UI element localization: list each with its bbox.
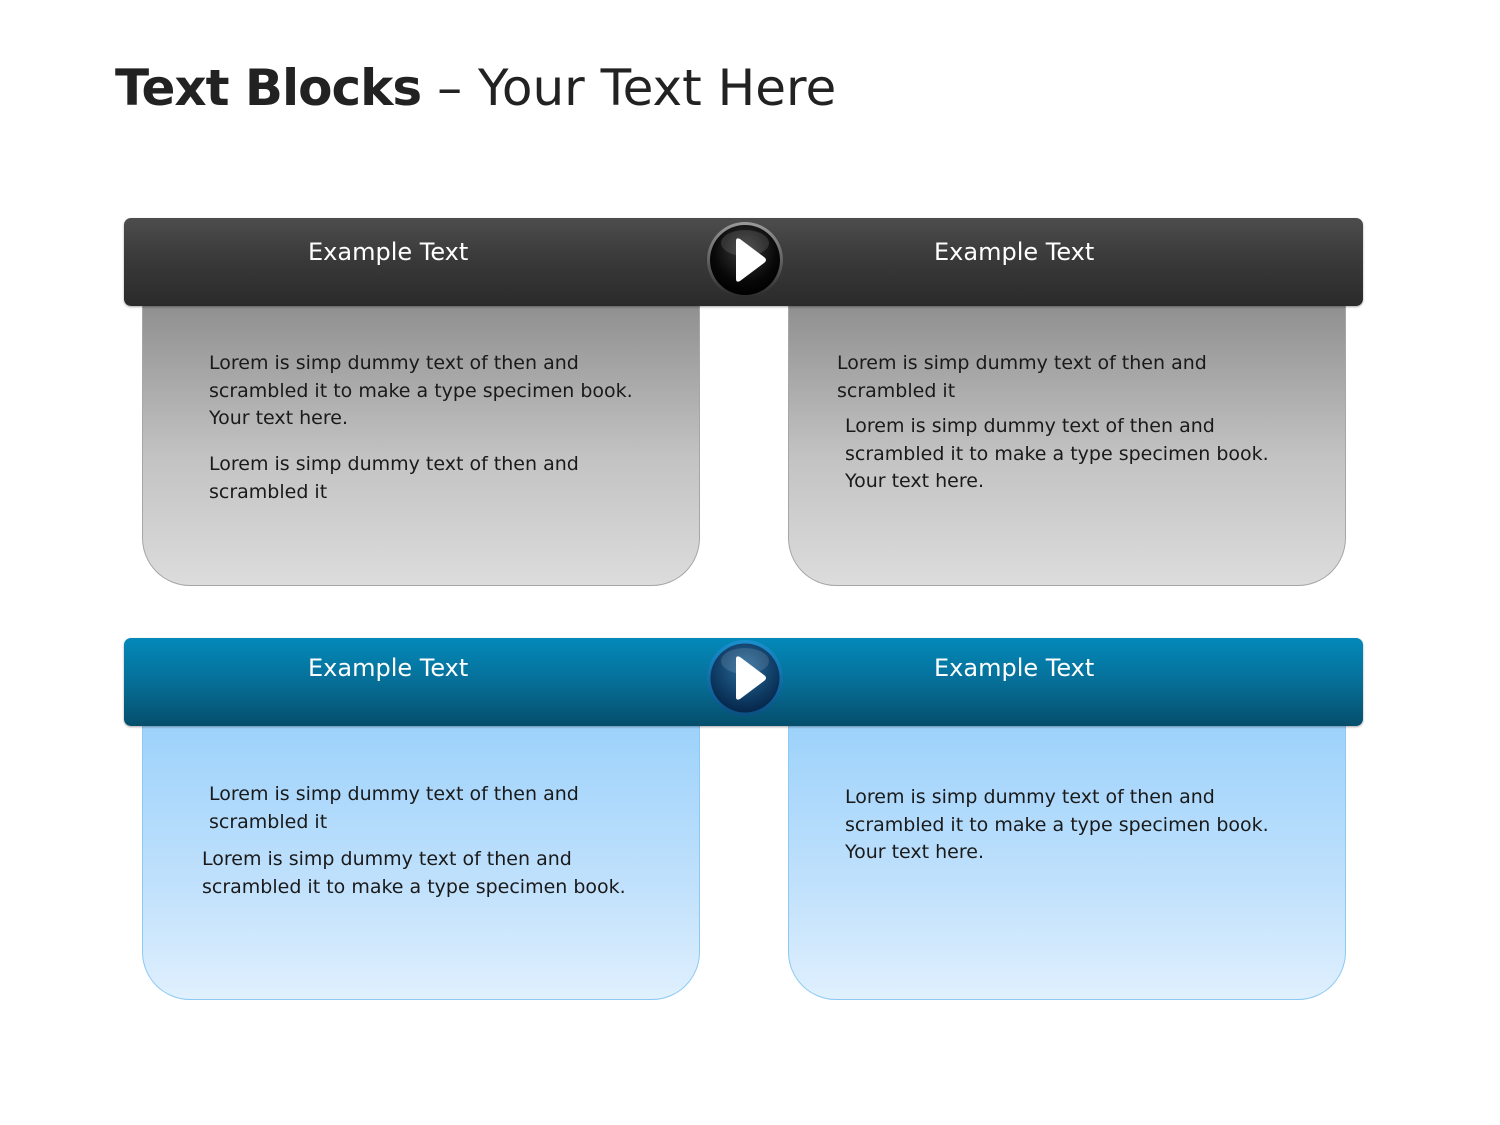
title-rest: – Your Text Here xyxy=(421,59,837,117)
text-line: Your text here. xyxy=(209,407,348,429)
blue-right-text-1 xyxy=(845,784,1269,867)
text-line: Lorem is simp dummy text of then and xyxy=(845,786,1215,808)
grey-right-text-1 xyxy=(837,350,1207,405)
blue-right-panel xyxy=(788,724,1346,1000)
text-line: scrambled it xyxy=(209,480,328,503)
blue-left-text-2 xyxy=(202,846,626,901)
grey-header-bar xyxy=(124,218,1363,306)
text-line: scrambled it to make a type specimen book. xyxy=(202,875,626,898)
grey-left-header: Example Text xyxy=(308,238,469,266)
blue-left-header: Example Text xyxy=(308,654,469,682)
text-line: scrambled it to make a type specimen book. xyxy=(209,379,633,402)
page-title xyxy=(115,60,836,118)
grey-right-panel xyxy=(788,304,1346,586)
blue-block-group xyxy=(0,636,1500,1002)
text-line: Lorem is simp dummy text of then and xyxy=(209,453,579,475)
blue-right-header: Example Text xyxy=(934,654,1095,682)
text-line: scrambled it to make a type specimen book. xyxy=(845,813,1269,836)
play-icon[interactable] xyxy=(706,639,784,717)
blue-header-bar xyxy=(124,638,1363,726)
blue-left-text-1 xyxy=(209,781,579,836)
text-line: Lorem is simp dummy text of then and xyxy=(209,352,579,374)
grey-right-header: Example Text xyxy=(934,238,1095,266)
text-line: Your text here. xyxy=(845,470,984,492)
text-line: scrambled it to make a type specimen book. xyxy=(845,442,1269,465)
grey-right-text-2 xyxy=(845,413,1269,496)
title-bold: Text Blocks xyxy=(115,59,422,117)
blue-left-panel xyxy=(142,724,700,1000)
text-line: Lorem is simp dummy text of then and xyxy=(202,848,572,870)
text-line: Lorem is simp dummy text of then and xyxy=(209,783,579,805)
text-line: Lorem is simp dummy text of then and xyxy=(837,352,1207,374)
grey-left-text-1 xyxy=(209,350,633,433)
text-line: Your text here. xyxy=(845,841,984,863)
text-line: Lorem is simp dummy text of then and xyxy=(845,415,1215,437)
grey-left-text-2 xyxy=(209,451,579,506)
text-line: scrambled it xyxy=(837,379,956,402)
text-line: scrambled it xyxy=(209,810,328,833)
grey-block-group xyxy=(0,218,1500,588)
play-icon[interactable] xyxy=(706,221,784,299)
grey-left-panel xyxy=(142,304,700,586)
